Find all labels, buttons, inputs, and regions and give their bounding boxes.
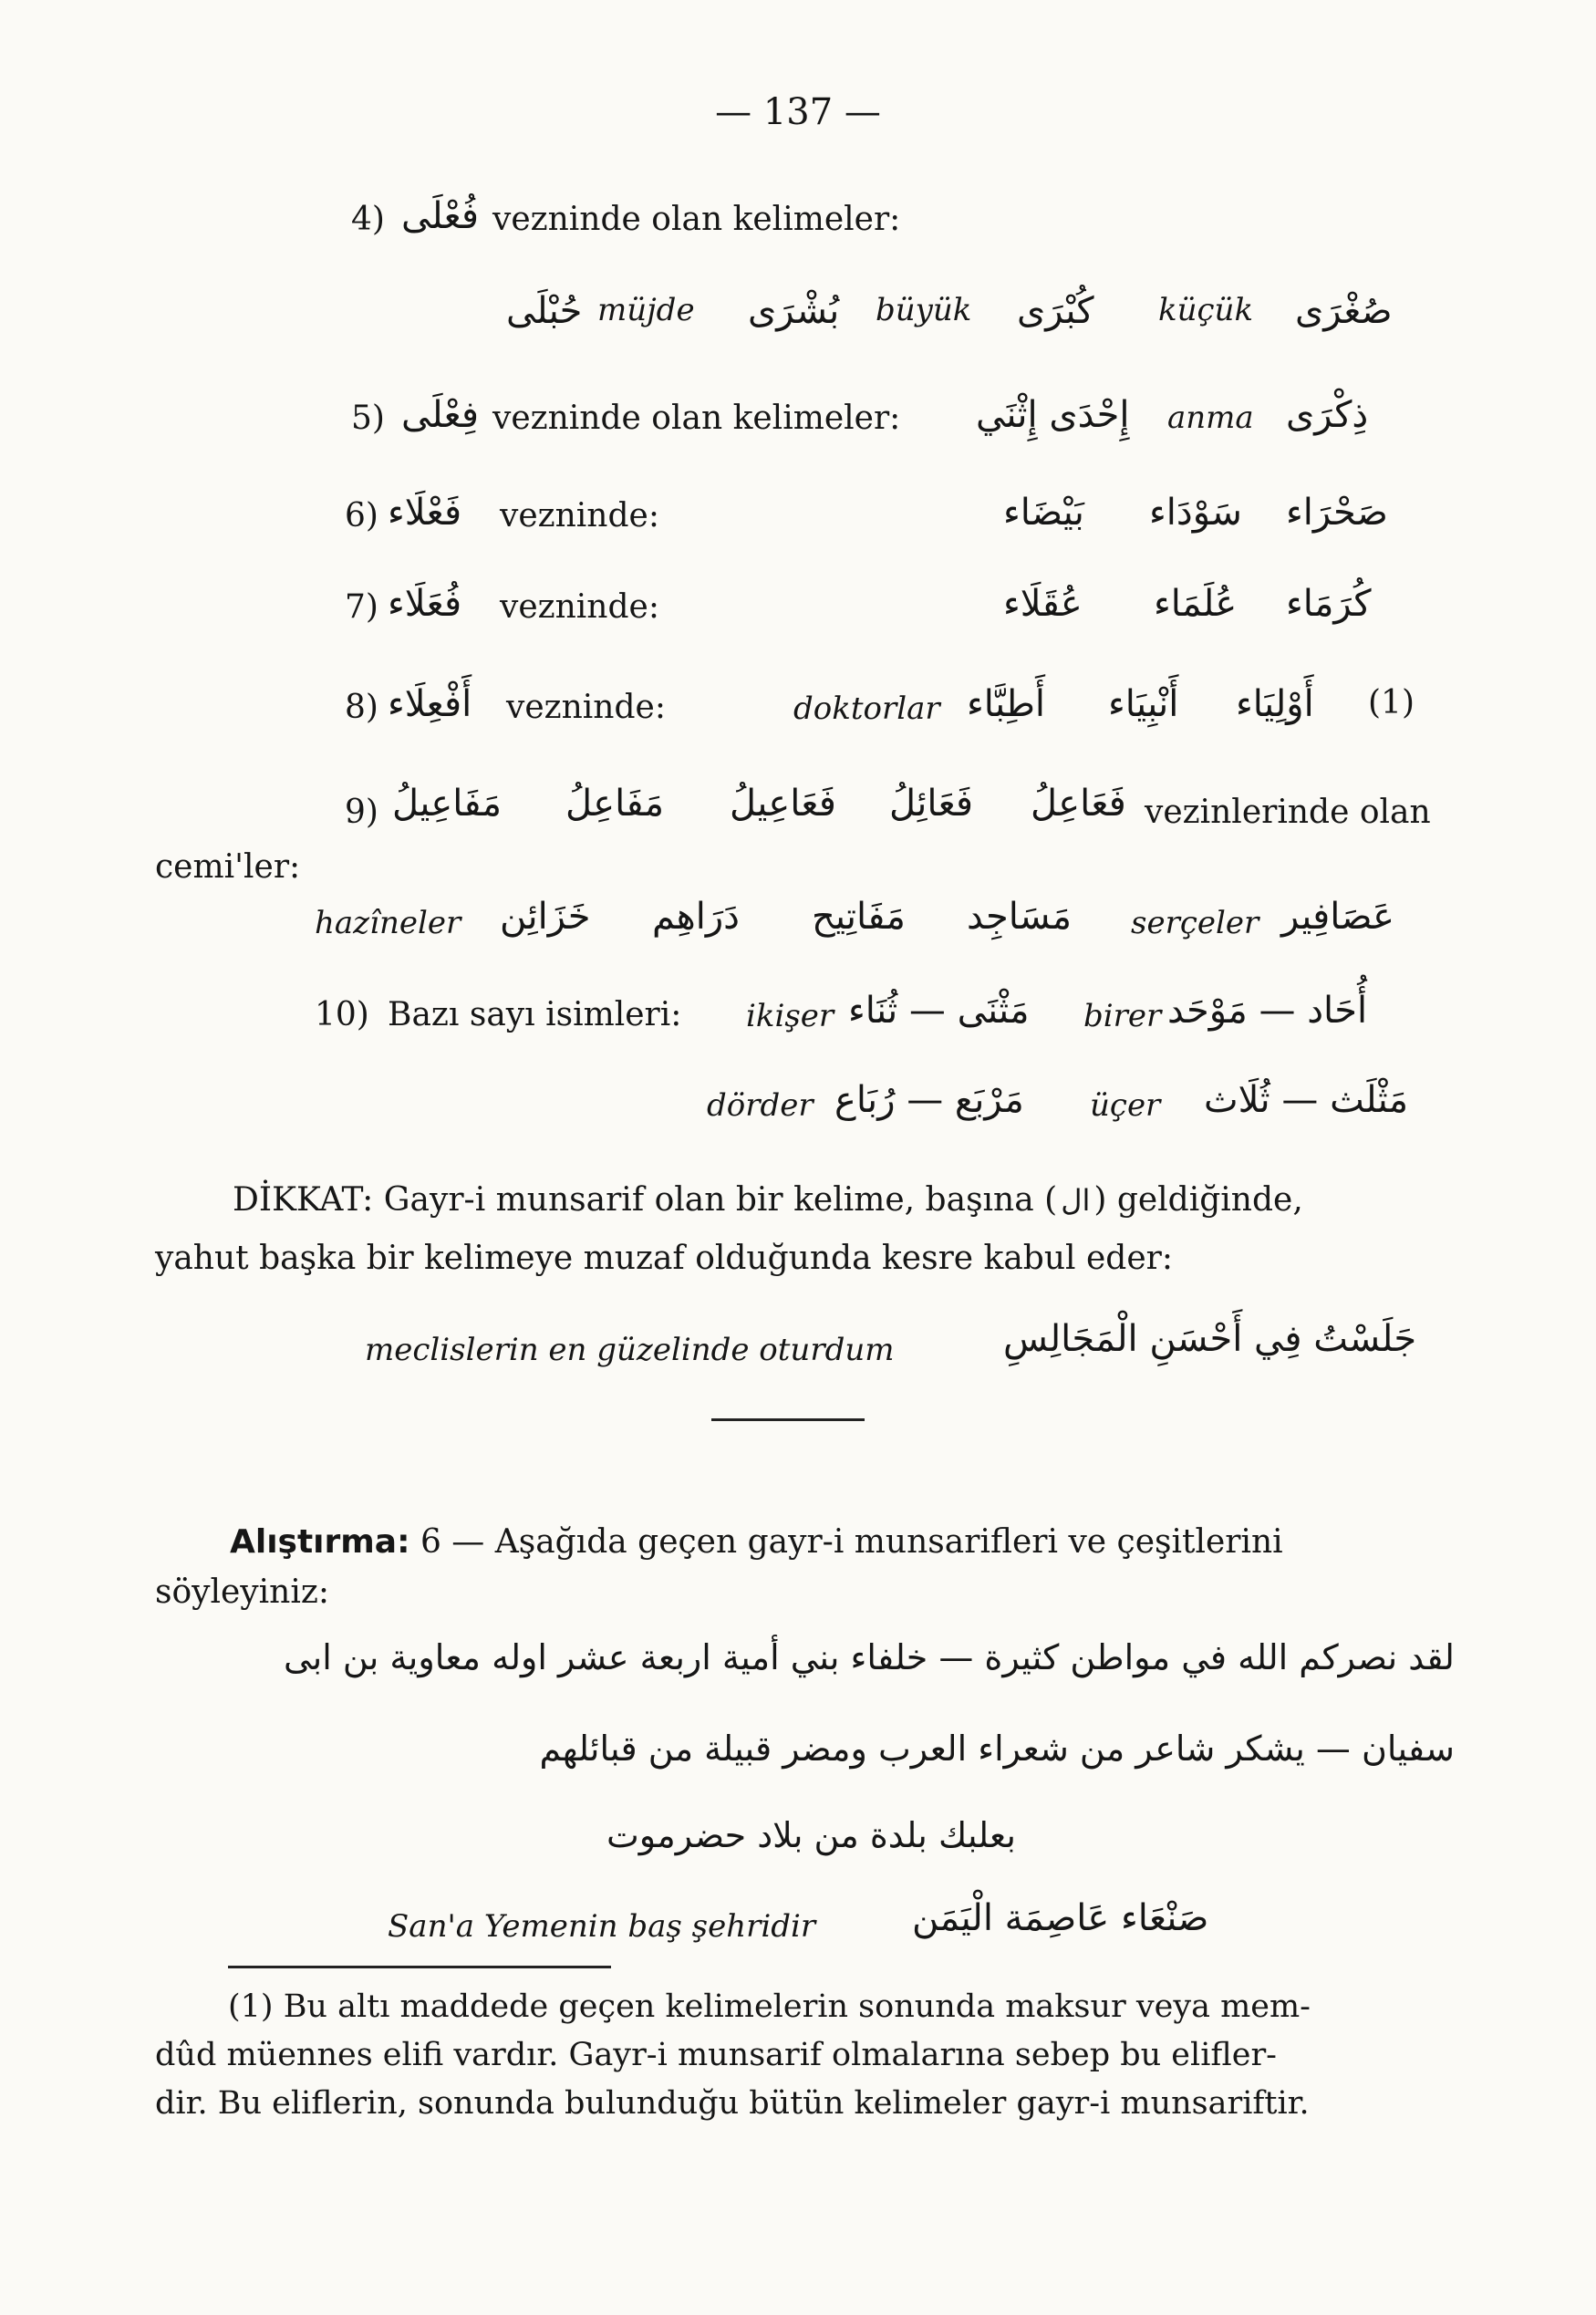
item-9-example-1-ar: خَزَائِن: [500, 896, 591, 938]
dikkat-al: ال: [1061, 1183, 1091, 1218]
item-8-example-1: أَطِبَّاء: [967, 683, 1046, 725]
footnote-rule: [228, 1966, 611, 1968]
dikkat-label: DİKKAT:: [233, 1181, 374, 1219]
item-9-number: 9): [345, 794, 378, 831]
exercise-text-1: 6 — Aşağıda geçen gayr-i munsarifleri ve çeşitlerini: [420, 1523, 1283, 1561]
item-5-example-2: ذِكْرَى: [1286, 394, 1369, 436]
exercise-arabic-4: صَنْعَاء عَاصِمَة الْيَمَن: [912, 1897, 1209, 1939]
item-8-note-ref: (1): [1368, 684, 1415, 721]
item-8-example-2: أَنْبِيَاء: [1108, 683, 1179, 725]
item-5-number: 5): [351, 400, 385, 437]
item-10-tr-2: birer: [1083, 998, 1162, 1034]
footnote-line-1: (1) Bu altı maddede geçen kelimelerin sonunda maksur veya mem-: [228, 1988, 1311, 2025]
item-10-number: 10): [315, 996, 369, 1033]
item-4-example-3-ar: كُبْرَى: [1017, 290, 1094, 332]
exercise-line-2: söyleyiniz:: [155, 1573, 329, 1611]
item-9-example-1-tr: hazîneler: [315, 905, 461, 941]
item-6-example-1: بَيْضَاء: [1003, 492, 1084, 534]
item-8-translation: doktorlar: [793, 690, 940, 727]
footnote-line-3: dir. Bu eliflerin, sonunda bulunduğu bütün kelimeler gayr-i munsariftir.: [155, 2085, 1310, 2122]
item-7-number: 7): [345, 588, 378, 626]
exercise-translation: San'a Yemenin baş şehridir: [388, 1908, 816, 1945]
item-4-example-2-tr: büyük: [876, 292, 972, 328]
item-9-pattern-4: فَعَائِلُ: [889, 783, 974, 825]
item-9-example-5-ar: عَصَافِير: [1281, 896, 1395, 938]
item-9-pattern-2: مَفَاعِلُ: [565, 783, 665, 825]
item-7-text: vezninde:: [500, 588, 659, 626]
item-9-example-4-ar: مَسَاجِد: [967, 896, 1073, 938]
exercise-label: Alıştırma:: [230, 1523, 410, 1561]
item-4-example-2-ar: بُشْرَى: [748, 290, 840, 332]
item-5-pattern: فِعْلَى: [401, 394, 479, 436]
item-9-pattern-1: مَفَاعِيلُ: [392, 783, 503, 825]
item-10-tr-1: ikişer: [746, 998, 834, 1034]
item-6-pattern: فَعْلَاء: [388, 492, 462, 534]
item-8-example-3: أَوْلِيَاء: [1236, 683, 1314, 725]
exercise-arabic-1: لقد نصركم الله في مواطن كثيرة — خلفاء بني أمية اربعة عشر اوله معاوية بن ابى: [283, 1637, 1455, 1677]
footnote-line-2: dûd müennes elifi vardır. Gayr-i munsarif olmalarına sebep bu elifler-: [155, 2037, 1278, 2073]
item-9-example-2-ar: دَرَاهِم: [652, 896, 740, 938]
dikkat-line-2: yahut başka bir kelimeye muzaf olduğunda kesre kabul eder:: [155, 1240, 1173, 1277]
item-8-text: vezninde:: [506, 689, 666, 726]
item-8-number: 8): [345, 689, 378, 726]
page-number: — 137 —: [715, 91, 881, 133]
item-7-example-2: عُلَمَاء: [1154, 583, 1238, 625]
item-8-pattern: أَفْعِلَاء: [388, 683, 472, 725]
item-9-text: vezinlerinde olan: [1145, 794, 1431, 831]
item-5-translation: anma: [1167, 400, 1254, 436]
exercise-arabic-2: سفيان — يشكر شاعر من شعراء العرب ومضر قبيلة من قبائلهم: [539, 1728, 1455, 1769]
item-5-example-1: إِحْدَى إِثْنَي: [976, 394, 1130, 436]
exercise-arabic-3: بعلبك بلدة من بلاد حضرموت: [606, 1815, 1016, 1855]
item-9-pattern-3: فَعَاعِيلُ: [730, 783, 836, 825]
item-9-example-5-tr: serçeler: [1131, 905, 1259, 941]
section-divider: [711, 1418, 865, 1421]
item-4-example-3-tr: küçük: [1158, 292, 1254, 328]
item-9-continuation: cemi'ler:: [155, 848, 301, 886]
item-7-pattern: فُعَلَاء: [388, 583, 462, 625]
item-4-text: vezninde olan kelimeler:: [492, 201, 901, 238]
item-6-number: 6): [345, 497, 378, 535]
item-4-number: 4): [351, 201, 385, 238]
dikkat-example-ar: جَلَسْتُ فِي أَحْسَنِ الْمَجَالِسِ: [1003, 1318, 1417, 1360]
item-7-example-1: عُقَلَاء: [1003, 583, 1083, 625]
item-10-ar-1: مَثْنَى — ثُنَاء: [848, 990, 1030, 1032]
item-6-text: vezninde:: [500, 497, 659, 535]
item-5-text: vezninde olan kelimeler:: [492, 400, 901, 437]
item-10b-ar-2: مَثْلَث — ثُلَاث: [1204, 1079, 1409, 1121]
dikkat-line-1: [233, 1177, 1303, 1224]
item-4-example-1-tr: müjde: [597, 292, 695, 328]
item-10-text: Bazı sayı isimleri:: [388, 996, 682, 1033]
item-4-example-4-ar: صُغْرَى: [1295, 290, 1393, 332]
item-9-example-3-ar: مَفَاتِيح: [812, 896, 906, 938]
exercise-line-1: [230, 1519, 1283, 1566]
item-4-example-1-ar: حُبْلَى: [506, 290, 583, 332]
item-6-example-2: سَوْدَاء: [1149, 492, 1242, 534]
dikkat-text-1: Gayr-i munsarif olan bir kelime, başına (: [383, 1181, 1058, 1219]
item-4-pattern: فُعْلَى: [401, 195, 479, 237]
dikkat-example-tr: meclislerin en güzelinde oturdum: [365, 1332, 895, 1368]
item-10b-tr-2: üçer: [1090, 1087, 1161, 1124]
item-7-example-3: كُرَمَاء: [1286, 583, 1372, 625]
item-10b-ar-1: مَرْبَع — رُبَاع: [834, 1079, 1024, 1121]
dikkat-text-2: ) geldiğinde,: [1093, 1181, 1303, 1219]
item-10-ar-2: أُحَاد — مَوْحَد: [1167, 990, 1368, 1032]
item-10b-tr-1: dörder: [707, 1087, 814, 1124]
item-6-example-3: صَحْرَاء: [1286, 492, 1388, 534]
item-9-pattern-5: فَعَاعِلُ: [1031, 783, 1126, 825]
